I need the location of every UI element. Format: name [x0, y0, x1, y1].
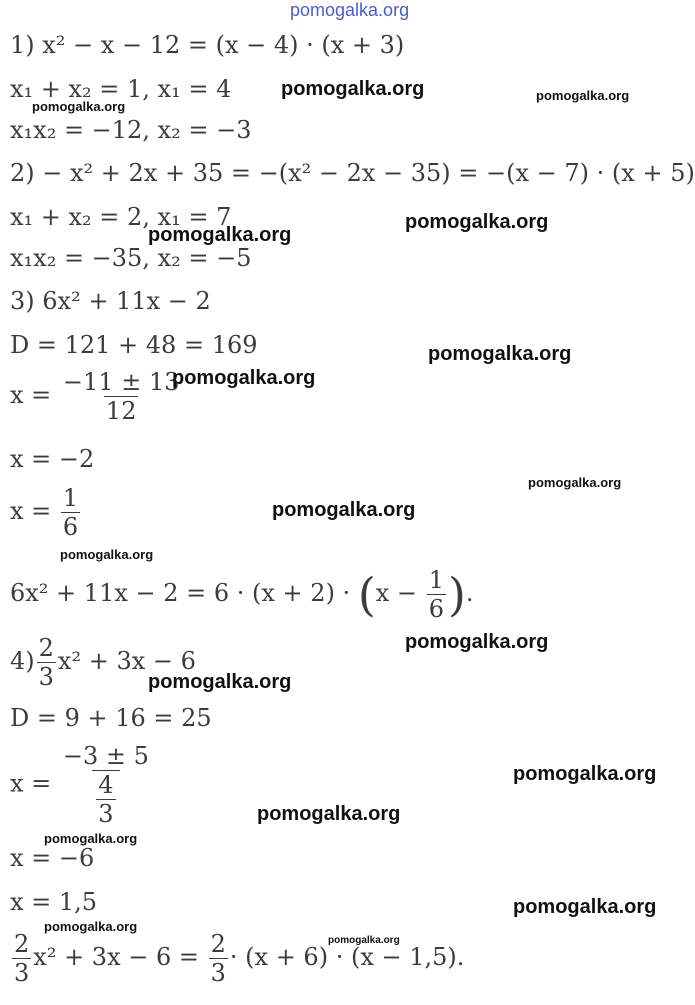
eq-3-expression: 3) 6x² + 11x − 2: [10, 287, 211, 315]
fraction-numerator: 2: [38, 634, 54, 662]
fraction-numerator: 2: [14, 930, 30, 958]
eq-1-vieta-sum: x₁ + x₂ = 1, x₁ = 4: [10, 75, 232, 103]
fraction-denominator: 3: [210, 959, 226, 987]
fraction-denominator: 6: [62, 513, 79, 541]
eq-3-factored-fraction: [427, 566, 446, 623]
watermark: pomogalka.org: [513, 763, 657, 785]
watermark: pomogalka.org: [405, 631, 549, 653]
eq-4-rest: x² + 3x − 6: [57, 647, 196, 675]
watermark: pomogalka.org: [148, 224, 292, 246]
eq-4-coef-fraction: [37, 634, 56, 691]
watermark: pomogalka.org: [148, 671, 292, 693]
watermark: pomogalka.org: [44, 919, 138, 934]
eq-4-roots-fraction: [61, 742, 151, 828]
eq-2-factorization: 2) − x² + 2x + 35 = −(x² − 2x − 35) = −(x − 7) · (x + 5): [10, 159, 695, 187]
eq-4-factored-fraction-1: [12, 930, 31, 987]
paren-open: (: [357, 567, 376, 622]
paren-close: ): [447, 567, 466, 622]
watermark: pomogalka.org: [513, 896, 657, 918]
fraction-denominator: 3: [14, 959, 30, 987]
eq-4-discriminant: D = 9 + 16 = 25: [10, 704, 212, 732]
eq-3-root-1: x = −2: [10, 445, 95, 473]
eq-3-discriminant: D = 121 + 48 = 169: [10, 331, 258, 359]
eq-3-factored-part-a: 6x² + 11x − 2 = 6 · (x + 2) ·: [10, 579, 358, 607]
watermark: pomogalka.org: [428, 343, 572, 365]
eq-3-roots-formula: [10, 368, 183, 425]
eq-3-x-lhs-2: x =: [10, 497, 52, 525]
watermark: pomogalka.org: [528, 475, 622, 490]
watermark: pomogalka.org: [328, 935, 400, 946]
fraction-denominator: 3: [38, 663, 54, 691]
eq-4-factored-mid: x² + 3x − 6 =: [33, 943, 199, 971]
eq-3-roots-fraction: [61, 368, 182, 425]
eq-4-factored-fraction-2: [209, 930, 228, 987]
fraction-numerator: 1: [428, 566, 444, 594]
watermark: pomogalka.org: [272, 499, 416, 521]
eq-3-root-2: [10, 484, 82, 541]
eq-1-factorization: 1) x² − x − 12 = (x − 4) · (x + 3): [10, 31, 405, 59]
fraction-numerator: −11 ± 13: [62, 368, 180, 396]
fraction-denominator: 3: [98, 800, 114, 828]
watermark: pomogalka.org: [60, 547, 154, 562]
watermark: pomogalka.org: [32, 99, 126, 114]
eq-3-root-2-fraction: [61, 484, 80, 541]
eq-4-root-2: x = 1,5: [10, 888, 98, 916]
watermark: pomogalka.org: [172, 367, 316, 389]
eq-3-factored-part-b: x −: [375, 579, 418, 607]
fraction-denominator: 12: [105, 397, 137, 425]
fraction-numerator: −3 ± 5: [62, 742, 149, 770]
eq-4-number: 4): [10, 647, 35, 675]
fraction-denominator: 6: [428, 595, 444, 623]
fraction-denominator: [92, 770, 119, 828]
watermark-top: pomogalka.org: [290, 0, 410, 20]
fraction-numerator: 4: [98, 771, 114, 799]
fraction-numerator: 1: [62, 484, 79, 512]
eq-4-roots-formula: [10, 742, 153, 828]
watermark: pomogalka.org: [536, 88, 630, 103]
eq-4-x-lhs: x =: [10, 769, 52, 798]
watermark: pomogalka.org: [257, 803, 401, 825]
eq-2-vieta-sum: x₁ + x₂ = 2, x₁ = 7: [10, 203, 232, 231]
eq-3-factored-form: [10, 566, 474, 623]
eq-4-root-1: x = −6: [10, 844, 95, 872]
eq-2-vieta-product: x₁x₂ = −35, x₂ = −5: [10, 244, 252, 272]
eq-1-vieta-product: x₁x₂ = −12, x₂ = −3: [10, 116, 252, 144]
eq-3-x-lhs: x =: [10, 381, 52, 409]
watermark: pomogalka.org: [44, 831, 138, 846]
watermark: pomogalka.org: [405, 211, 549, 233]
period: .: [465, 579, 474, 607]
watermark: pomogalka.org: [281, 78, 425, 100]
nested-fraction: [96, 771, 115, 828]
eq-4-factored-end: · (x + 6) · (x − 1,5).: [229, 943, 465, 971]
fraction-numerator: 2: [210, 930, 226, 958]
